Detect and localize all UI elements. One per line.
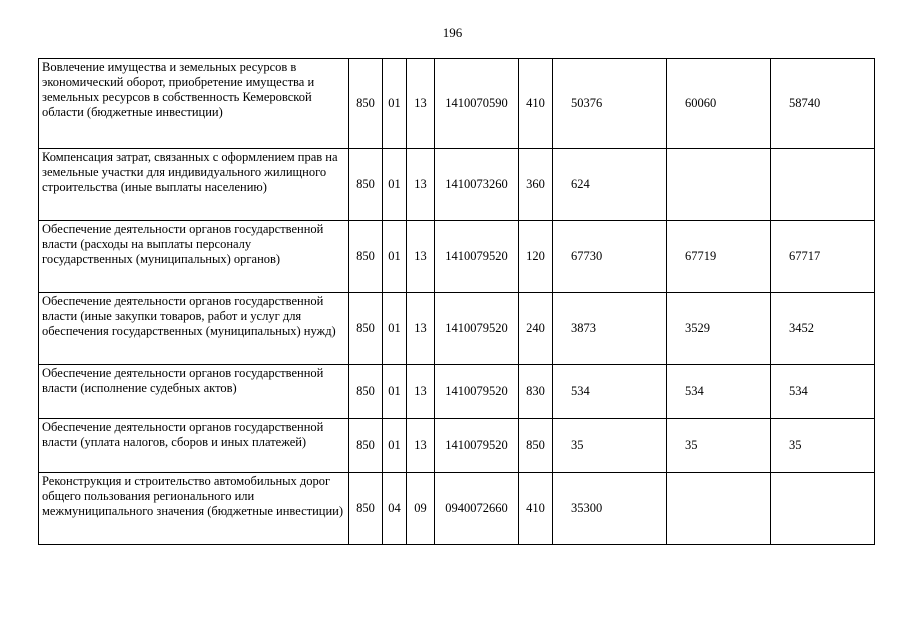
ministry-code-cell: 850 bbox=[349, 419, 383, 473]
expense-description-cell: Обеспечение деятельности органов государственной власти (иные закупки товаров, работ и услуг для обеспечения государственных (муниципальных) нужд) bbox=[39, 293, 349, 365]
amount-year-2-cell: 60060 bbox=[667, 59, 771, 149]
section-code-cell: 01 bbox=[383, 59, 407, 149]
expense-type-cell: 410 bbox=[519, 59, 553, 149]
amount-year-3-cell bbox=[771, 149, 875, 221]
budget-table-body bbox=[39, 59, 875, 545]
amount-year-3-cell bbox=[771, 473, 875, 545]
ministry-code-cell: 850 bbox=[349, 59, 383, 149]
expense-type-cell: 830 bbox=[519, 365, 553, 419]
amount-year-3-cell: 35 bbox=[771, 419, 875, 473]
expense-type-cell: 850 bbox=[519, 419, 553, 473]
table-row bbox=[39, 473, 875, 545]
expense-description-cell: Обеспечение деятельности органов государственной власти (расходы на выплаты персоналу государственных (муниципальных) органов) bbox=[39, 221, 349, 293]
amount-year-1-cell: 67730 bbox=[553, 221, 667, 293]
ministry-code-cell: 850 bbox=[349, 293, 383, 365]
ministry-code-cell: 850 bbox=[349, 365, 383, 419]
amount-year-1-cell: 35300 bbox=[553, 473, 667, 545]
table-row bbox=[39, 149, 875, 221]
amount-year-1-cell: 35 bbox=[553, 419, 667, 473]
expense-description-cell: Вовлечение имущества и земельных ресурсов в экономический оборот, приобретение имущества и земельных ресурсов в собственность Кемеровской области (бюджетные инвестиции) bbox=[39, 59, 349, 149]
amount-year-3-cell: 67717 bbox=[771, 221, 875, 293]
table-row bbox=[39, 293, 875, 365]
target-article-cell: 1410079520 bbox=[435, 419, 519, 473]
section-code-cell: 04 bbox=[383, 473, 407, 545]
subsection-code-cell: 13 bbox=[407, 419, 435, 473]
ministry-code-cell: 850 bbox=[349, 149, 383, 221]
subsection-code-cell: 13 bbox=[407, 293, 435, 365]
section-code-cell: 01 bbox=[383, 149, 407, 221]
ministry-code-cell: 850 bbox=[349, 221, 383, 293]
target-article-cell: 1410073260 bbox=[435, 149, 519, 221]
page-number: 196 bbox=[442, 25, 463, 40]
expense-description-cell: Реконструкция и строительство автомобильных дорог общего пользования регионального или межмуниципального значения (бюджетные инвестиции) bbox=[39, 473, 349, 545]
subsection-code-cell: 13 bbox=[407, 149, 435, 221]
table-row bbox=[39, 221, 875, 293]
expense-type-cell: 240 bbox=[519, 293, 553, 365]
subsection-code-cell: 13 bbox=[407, 59, 435, 149]
amount-year-1-cell: 50376 bbox=[553, 59, 667, 149]
amount-year-2-cell: 534 bbox=[667, 365, 771, 419]
table-row bbox=[39, 59, 875, 149]
amount-year-2-cell: 35 bbox=[667, 419, 771, 473]
target-article-cell: 1410079520 bbox=[435, 365, 519, 419]
amount-year-1-cell: 624 bbox=[553, 149, 667, 221]
target-article-cell: 0940072660 bbox=[435, 473, 519, 545]
budget-table bbox=[38, 58, 875, 545]
target-article-cell: 1410070590 bbox=[435, 59, 519, 149]
amount-year-2-cell: 3529 bbox=[667, 293, 771, 365]
expense-description-cell: Обеспечение деятельности органов государственной власти (исполнение судебных актов) bbox=[39, 365, 349, 419]
table-row bbox=[39, 419, 875, 473]
table-row bbox=[39, 365, 875, 419]
amount-year-3-cell: 58740 bbox=[771, 59, 875, 149]
ministry-code-cell: 850 bbox=[349, 473, 383, 545]
amount-year-3-cell: 3452 bbox=[771, 293, 875, 365]
target-article-cell: 1410079520 bbox=[435, 293, 519, 365]
target-article-cell: 1410079520 bbox=[435, 221, 519, 293]
subsection-code-cell: 13 bbox=[407, 221, 435, 293]
subsection-code-cell: 13 bbox=[407, 365, 435, 419]
expense-description-cell: Обеспечение деятельности органов государственной власти (уплата налогов, сборов и иных платежей) bbox=[39, 419, 349, 473]
section-code-cell: 01 bbox=[383, 293, 407, 365]
expense-description-cell: Компенсация затрат, связанных с оформлением прав на земельные участки для индивидуального жилищного строительства (иные выплаты населению) bbox=[39, 149, 349, 221]
expense-type-cell: 410 bbox=[519, 473, 553, 545]
amount-year-2-cell: 67719 bbox=[667, 221, 771, 293]
section-code-cell: 01 bbox=[383, 365, 407, 419]
amount-year-2-cell bbox=[667, 473, 771, 545]
amount-year-1-cell: 3873 bbox=[553, 293, 667, 365]
expense-type-cell: 360 bbox=[519, 149, 553, 221]
amount-year-3-cell: 534 bbox=[771, 365, 875, 419]
section-code-cell: 01 bbox=[383, 419, 407, 473]
subsection-code-cell: 09 bbox=[407, 473, 435, 545]
amount-year-1-cell: 534 bbox=[553, 365, 667, 419]
section-code-cell: 01 bbox=[383, 221, 407, 293]
amount-year-2-cell bbox=[667, 149, 771, 221]
expense-type-cell: 120 bbox=[519, 221, 553, 293]
